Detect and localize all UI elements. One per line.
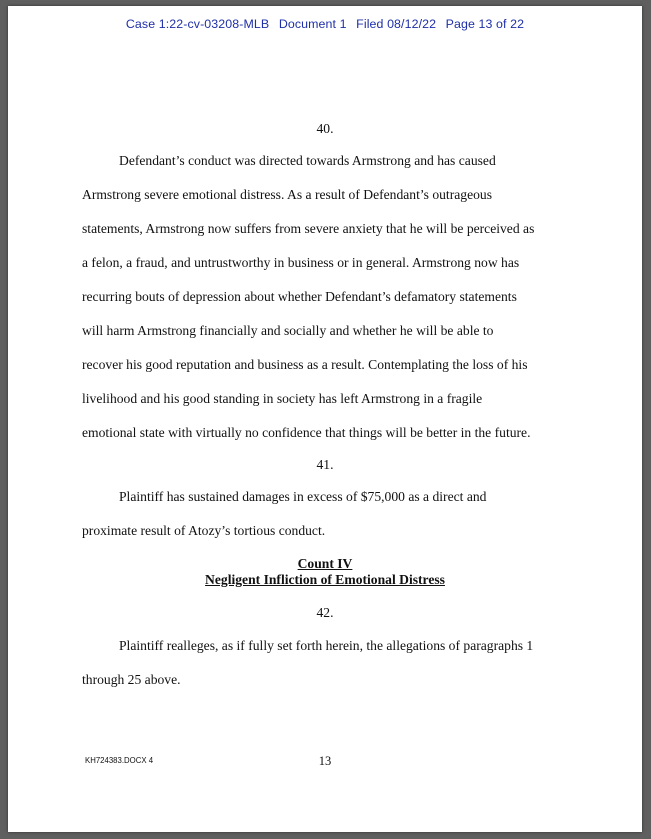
- paragraph-40-line: livelihood and his good standing in society has left Armstrong in a fragile: [82, 391, 483, 406]
- page-indicator: Page 13 of 22: [445, 17, 525, 31]
- paragraph-40-line: emotional state with virtually no confidence that things will be better in the future.: [82, 425, 531, 440]
- paragraph-41-line: Plaintiff has sustained damages in excess of $75,000 as a direct and: [119, 489, 487, 504]
- filed-date: Filed 08/12/22: [356, 17, 437, 31]
- paragraph-41-line: proximate result of Atozy’s tortious conduct.: [82, 523, 326, 538]
- page-number: 13: [318, 754, 332, 768]
- paragraph-40-line: Armstrong severe emotional distress. As a result of Defendant’s outrageous: [82, 187, 492, 202]
- count-heading: Count IV: [297, 556, 353, 571]
- paragraph-40-line: Defendant’s conduct was directed towards Armstrong and has caused: [119, 153, 496, 168]
- document-id: KH724383.DOCX 4: [85, 756, 154, 765]
- paragraph-40-line: recover his good reputation and business as a result. Contemplating the loss of his: [82, 357, 528, 372]
- paragraph-40-line: recurring bouts of depression about whether Defendant’s defamatory statements: [82, 289, 517, 304]
- paragraph-40-line: a felon, a fraud, and untrustworthy in business or in general. Armstrong now has: [82, 255, 520, 270]
- paragraph-40-line: will harm Armstrong financially and socially and whether he will be able to: [82, 323, 494, 338]
- paragraph-42-line: Plaintiff realleges, as if fully set forth herein, the allegations of paragraphs 1: [119, 638, 534, 653]
- case-number: Case 1:22-cv-03208-MLB: [125, 17, 270, 31]
- paragraph-40-line: statements, Armstrong now suffers from severe anxiety that he will be perceived as: [82, 221, 535, 236]
- paragraph-number-40: 40.: [316, 121, 334, 136]
- court-filing-header: [8, 17, 642, 31]
- paragraph-number-41: 41.: [316, 457, 334, 472]
- paragraph-number-42: 42.: [316, 605, 334, 620]
- count-subheading: Negligent Infliction of Emotional Distress: [205, 572, 445, 587]
- paragraph-42-line: through 25 above.: [82, 672, 181, 687]
- document-page: [8, 6, 642, 832]
- document-number: Document 1: [278, 17, 347, 31]
